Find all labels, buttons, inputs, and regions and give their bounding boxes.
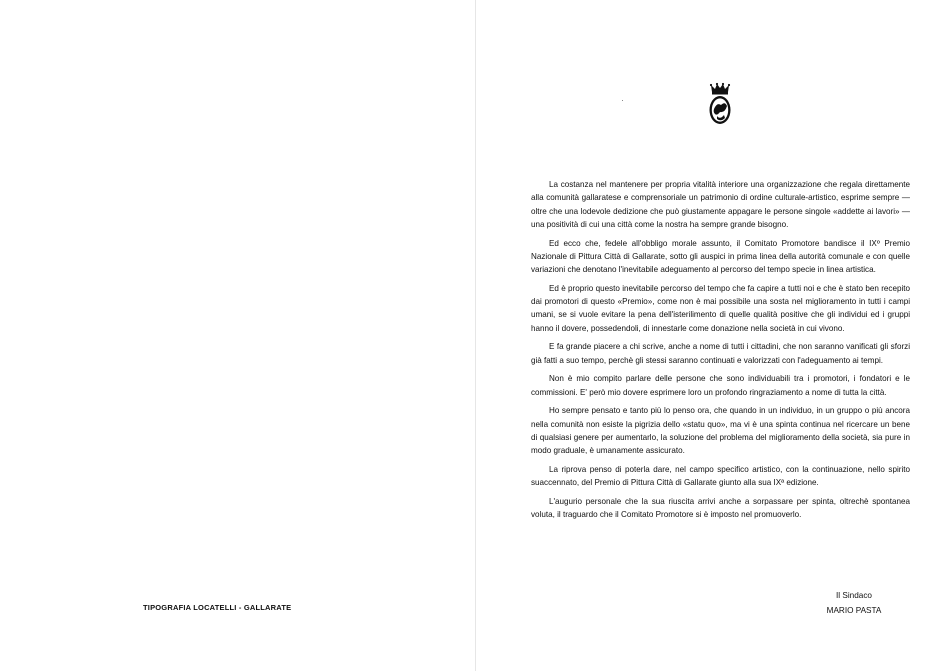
letter-paragraph: Ed ecco che, fedele all'obbligo morale assunto, il Comitato Promotore bandisce il IXº Premio Nazionale di Pittura Città di Gallarate, sotto gli auspici in prima linea della autorità comunale e con quelle variazioni che denotano l'inevitabile adeguamento al percorso del tempo specie in linea artistica.: [531, 238, 910, 275]
printer-imprint: TIPOGRAFIA LOCATELLI - GALLARATE: [143, 603, 292, 612]
letter-paragraph: L'augurio personale che la sua riuscita arrivi anche a sorpassare per spinta, oltrechè spontanea voluta, il traguardo che il Comitato Promotore si è imposto nel promuoverlo.: [531, 496, 910, 520]
print-speck: [622, 100, 623, 101]
letter-paragraph: E fa grande piacere a chi scrive, anche a nome di tutti i cittadini, che non saranno vanificati gli sforzi già fatti a suo tempo, perchè gli stessi saranno continuati e valorizzati con l'adeguamento ai tempi.: [531, 342, 910, 365]
letter-paragraph: Ho sempre pensato e tanto più lo penso ora, che quando in un individuo, in un gruppo o più ancora nella comunità non esiste la pigrizia dello «statu quo», ma vi è una spinta continua nel ricercare un bene di qualsiasi genere per aumentarlo, la soluzione del problema del miglioramento della società, sia pure in modo graduale, è umanamente assicurato.: [531, 406, 910, 456]
letter-paragraph: La costanza nel mantenere per propria vitalità interiore una organizzazione che regala direttamente alla comunità gallaratese e comprensoriale un patrimonio di ordine culturale-artistico, esprime sempre — oltre che una lodevole dedizione che può giustamente appagare le persone singole «addette ai lavori» — una positività di cui una città come la nostra ha sempre grande bisogno.: [531, 180, 910, 229]
mayor-letter: [531, 178, 910, 527]
right-page: [476, 0, 950, 671]
signer-role: Il Sindaco: [836, 591, 872, 600]
signer-name: MARIO PASTA: [826, 606, 882, 615]
letter-paragraph: Ed è proprio questo inevitabile percorso del tempo che fa capire a tutti noi e che è stato ben recepito dai promotori di questo «Premio», come non è mai possibile una sosta nel miglioramento in tutti i campi umani, se si vuole evitare la pena dell'isterilimento di quelle qualità positive che gli individui ed i gruppi hanno il dovere, possedendoli, di innestarle come donazione nella società in cui vivono.: [531, 283, 910, 333]
letter-paragraph: Non è mio compito parlare delle persone che sono individuabili tra i promotori, i fondatori e le commissioni. E' però mio dovere esprimere loro un profondo ringraziamento a nome di tutta la città.: [531, 374, 910, 397]
signature-block: [794, 588, 914, 618]
letter-paragraph: La riprova penso di poterla dare, nel campo specifico artistico, con la continuazione, nello spirito suaccennato, del Premio di Pittura Città di Gallarate giunto alla sua IXª edizione.: [531, 464, 910, 488]
city-crest-icon: [708, 82, 732, 128]
